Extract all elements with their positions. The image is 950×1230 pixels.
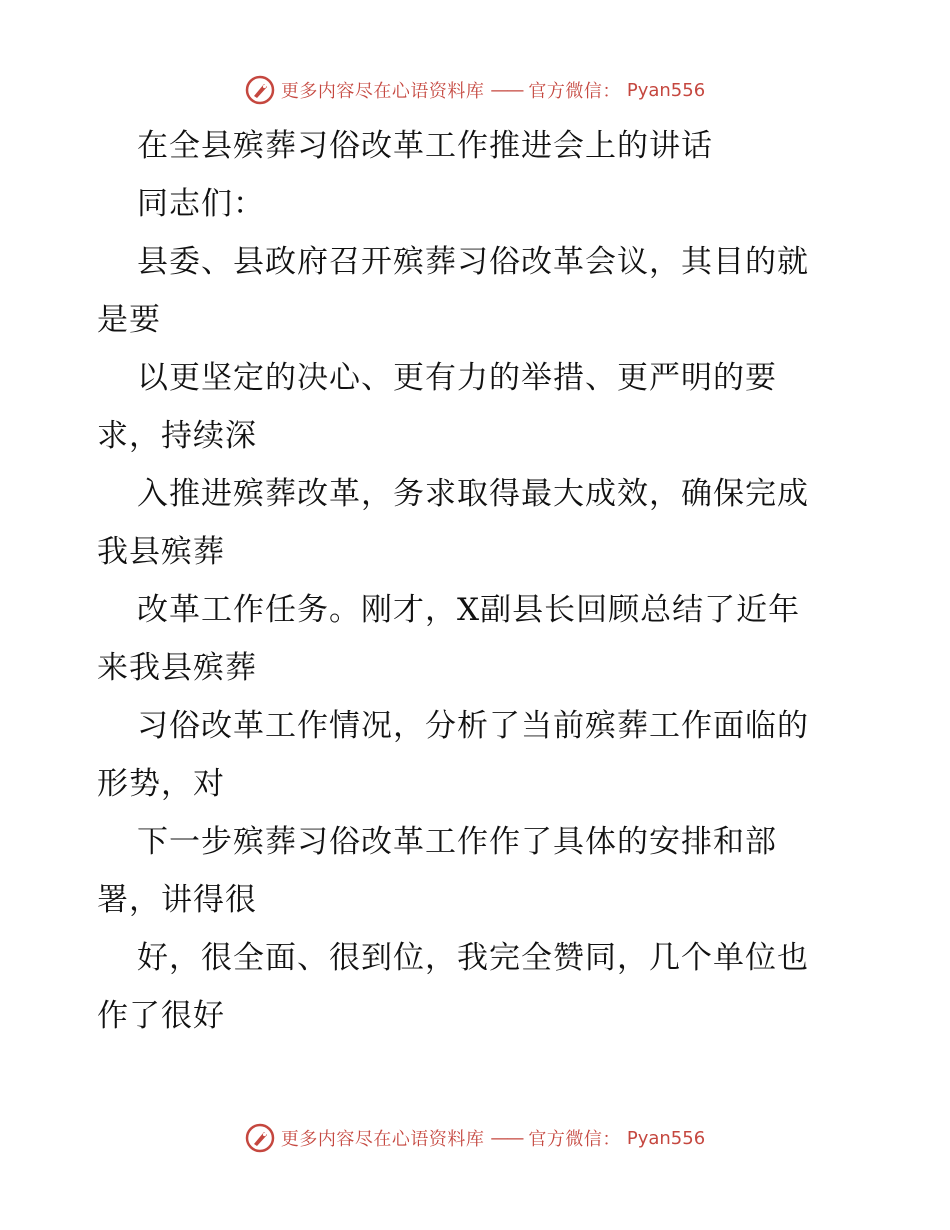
watermark-text: 更多内容尽在心语资料库	[280, 1129, 485, 1150]
paragraph-line: 来我县殡葬	[97, 650, 257, 686]
watermark-separator: ——	[490, 1127, 523, 1149]
paragraph-line: 好，很全面、很到位，我完全赞同，几个单位也	[137, 940, 809, 976]
paragraph-line: 作了很好	[97, 998, 225, 1034]
watermark-text: 更多内容尽在心语资料库	[280, 81, 485, 102]
paragraph-line: 求，持续深	[97, 418, 257, 454]
paragraph-line: 习俗改革工作情况，分析了当前殡葬工作面临的	[137, 708, 809, 744]
watermark-separator: ——	[490, 79, 523, 101]
salutation: 同志们：	[137, 186, 265, 222]
paragraph-line: 县委、县政府召开殡葬习俗改革会议，其目的就	[137, 244, 809, 280]
paragraph-line: 形势，对	[97, 766, 225, 802]
footer-watermark	[0, 1118, 950, 1158]
watermark-label: 官方微信：	[528, 81, 621, 102]
watermark-account: Pyan556	[626, 1127, 706, 1149]
paragraph-line: 我县殡葬	[97, 534, 225, 570]
paragraph-line: 是要	[97, 302, 161, 338]
pen-nib-icon	[245, 1123, 275, 1153]
document-title: 在全县殡葬习俗改革工作推进会上的讲话	[137, 128, 713, 164]
paragraph-line: 入推进殡葬改革，务求取得最大成效，确保完成	[137, 476, 809, 512]
paragraph-line: 下一步殡葬习俗改革工作作了具体的安排和部	[137, 824, 777, 860]
paragraph-line: 署，讲得很	[97, 882, 257, 918]
document-body	[97, 117, 857, 1045]
paragraph-line: 以更坚定的决心、更有力的举措、更严明的要	[137, 360, 777, 396]
pen-nib-icon	[245, 75, 275, 105]
paragraph-line: 改革工作任务。刚才，X副县长回顾总结了近年	[137, 592, 801, 628]
header-watermark	[0, 70, 950, 110]
watermark-account: Pyan556	[626, 79, 706, 101]
watermark-label: 官方微信：	[528, 1129, 621, 1150]
